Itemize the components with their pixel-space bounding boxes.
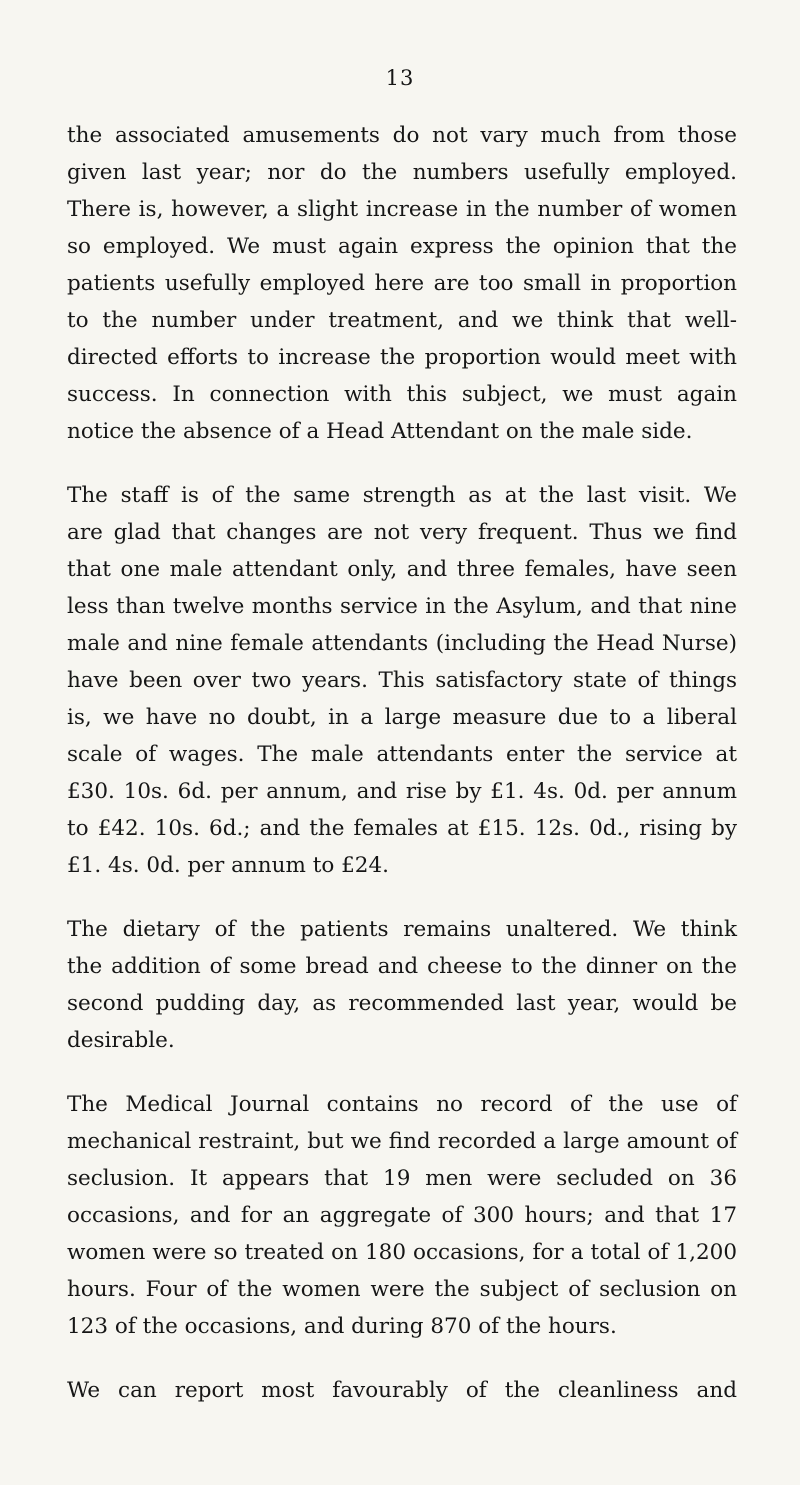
text-line: desirable. xyxy=(67,1028,175,1053)
text-line: the addition of some bread and cheese to the dinner on the xyxy=(67,954,737,979)
paragraph-staff xyxy=(67,477,737,884)
text-line: £1. 4s. 0d. per annum to £24. xyxy=(67,853,389,878)
text-line: to the number under treatment, and we think that well- xyxy=(67,308,737,333)
text-line: to £42. 10s. 6d.; and the females at £15. 12s. 0d., rising by xyxy=(67,816,737,841)
text-line: patients usefully employed here are too small in proportion xyxy=(67,271,737,296)
text-line: We can report most favourably of the cleanliness and xyxy=(67,1378,737,1403)
text-line: seclusion. It appears that 19 men were secluded on 36 xyxy=(67,1166,737,1191)
text-line: The Medical Journal contains no record of the use of xyxy=(67,1092,737,1117)
text-line: are glad that changes are not very frequent. Thus we find xyxy=(67,520,737,545)
text-line: male and nine female attendants (including the Head Nurse) xyxy=(67,631,737,656)
text-line: the associated amusements do not vary much from those xyxy=(67,123,737,148)
text-line: £30. 10s. 6d. per annum, and rise by £1. 4s. 0d. per annum xyxy=(67,779,737,804)
page-number: 13 xyxy=(385,66,415,90)
text-line: notice the absence of a Head Attendant on the male side. xyxy=(67,419,693,444)
text-line: The dietary of the patients remains unaltered. We think xyxy=(67,917,737,942)
paragraph-cleanliness xyxy=(67,1372,737,1409)
body-text xyxy=(67,117,737,1436)
text-line: second pudding day, as recommended last year, would be xyxy=(67,991,737,1016)
text-line: so employed. We must again express the opinion that the xyxy=(67,234,737,259)
text-line: hours. Four of the women were the subject of seclusion on xyxy=(67,1277,737,1302)
text-line: that one male attendant only, and three females, have seen xyxy=(67,557,737,582)
paragraph-amusements xyxy=(67,117,737,450)
paragraph-medical-journal xyxy=(67,1086,737,1345)
text-line: women were so treated on 180 occasions, for a total of 1,200 xyxy=(67,1240,737,1265)
text-line: have been over two years. This satisfactory state of things xyxy=(67,668,737,693)
text-line: directed efforts to increase the proportion would meet with xyxy=(67,345,737,370)
text-line: 123 of the occasions, and during 870 of the hours. xyxy=(67,1314,617,1339)
text-line: mechanical restraint, but we find recorded a large amount of xyxy=(67,1129,737,1154)
text-line: occasions, and for an aggregate of 300 hours; and that 17 xyxy=(67,1203,737,1228)
text-line: scale of wages. The male attendants enter the service at xyxy=(67,742,737,767)
paragraph-dietary xyxy=(67,911,737,1059)
text-line: success. In connection with this subject, we must again xyxy=(67,382,737,407)
text-line: less than twelve months service in the Asylum, and that nine xyxy=(67,594,737,619)
text-line: The staff is of the same strength as at the last visit. We xyxy=(67,483,737,508)
text-line: given last year; nor do the numbers usefully employed. xyxy=(67,160,737,185)
text-line: There is, however, a slight increase in the number of women xyxy=(67,197,737,222)
text-line: is, we have no doubt, in a large measure due to a liberal xyxy=(67,705,737,730)
